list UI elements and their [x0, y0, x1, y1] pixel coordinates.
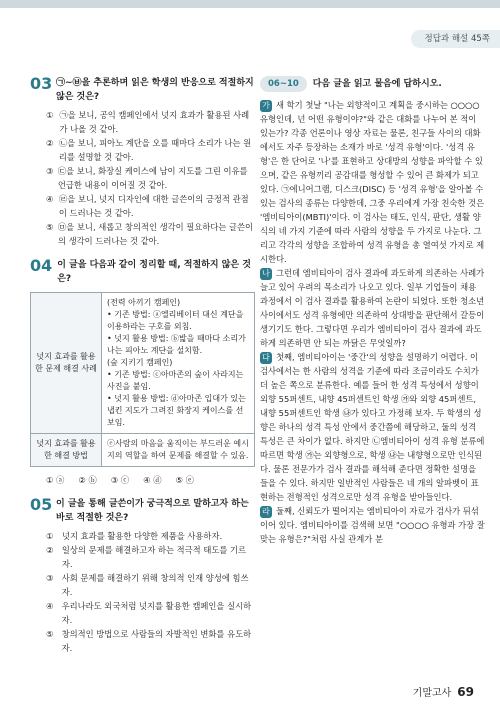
option-text: 사회 문제를 해결하기 위해 창의적 인재 양성에 힘쓰자. — [61, 573, 249, 597]
paragraph-badge: 가 — [260, 100, 272, 112]
option-number: ③ — [46, 573, 54, 583]
option-number: ④ — [46, 194, 54, 204]
table-line: (전력 아끼기 캠페인) — [107, 298, 181, 307]
option-item[interactable] — [46, 571, 255, 599]
option-item[interactable] — [46, 220, 255, 248]
question-05 — [30, 497, 255, 655]
row-header: 넛지 효과를 활용한 해결 방법 — [31, 434, 102, 466]
option-text: ㉡을 보니, 피아노 계단을 오를 때마다 소리가 나는 원리를 설명할 것 같아. — [58, 138, 252, 162]
option-text: 창의적인 방법으로 사람들의 자발적인 변화를 유도하자. — [61, 629, 252, 653]
page-footer — [413, 684, 474, 699]
choice-item[interactable]: ④ ⓓ — [143, 475, 162, 485]
choice-item[interactable]: ③ ⓒ — [110, 475, 130, 485]
question-number: 04 — [30, 256, 53, 275]
option-item[interactable] — [46, 164, 255, 192]
left-column — [30, 76, 255, 665]
option-number: ① — [46, 531, 54, 541]
passage-paragraph — [260, 98, 485, 266]
paragraph-badge: 나 — [260, 268, 272, 280]
row-content — [102, 293, 254, 433]
option-item[interactable] — [46, 108, 255, 136]
answer-reference-tab: 정답과 해설 45쪽 — [411, 30, 500, 48]
right-column — [260, 76, 485, 546]
option-text: ㉤을 보니, 새롭고 창의적인 생각이 필요하다는 글쓴이의 생각이 드러나는 것 같아. — [57, 222, 254, 246]
passage-paragraph — [260, 350, 485, 504]
choice-item[interactable]: ② ⓑ — [78, 475, 97, 485]
table-line: • 넛지 활용 방법: ⓓ아마존 입대가 있는 냅킨 지도가 그려진 화장지 케이스를 선보임. — [107, 394, 246, 427]
question-text: ㉠~㉥을 추론하며 읽은 학생의 반응으로 적절하지 않은 것은? — [56, 78, 254, 102]
option-text: ㉣을 보니, 넛지 디자인에 대한 글쓴이의 긍정적 관점이 드러나는 것 같아. — [58, 194, 249, 218]
option-text: 넛지 효과를 활용한 다양한 제품을 사용하자. — [62, 531, 223, 541]
option-number: ④ — [46, 601, 54, 611]
footer-label: 기말고사 — [412, 688, 452, 699]
option-number: ① — [46, 110, 54, 120]
option-number: ⑤ — [46, 222, 54, 232]
paragraph-text: 그런데 엠비티아이 검사 결과에 과도하게 의존하는 사례가 늘고 있어 우려의 목소리가 나오고 있다. 일부 기업들이 채용 과정에서 이 검사 결과를 활용하여 논란이 되었다. 또한 청소년 사이에서도 성격 유형에만 의존하여 상대방을 판단해서 갈등이 생기기도 한다. 그렇다면 우리가 엠비티아이 검사 결과에 과도하게 의존하면 안 되는 까닭은 무엇일까? — [260, 268, 485, 348]
question-03 — [30, 76, 255, 248]
table-row — [31, 293, 254, 434]
option-number: ③ — [46, 166, 54, 176]
option-item[interactable] — [46, 599, 255, 627]
option-item[interactable] — [46, 529, 255, 543]
option-number: ② — [46, 545, 54, 555]
table-row — [31, 434, 254, 466]
option-text: 우리나라도 외국처럼 넛지를 활용한 캠페인을 실시하자. — [61, 601, 252, 625]
section-range-tag: 06~10 — [260, 76, 307, 92]
choice-list — [46, 473, 255, 487]
summary-table — [30, 292, 255, 467]
option-list — [46, 529, 255, 655]
page-number: 69 — [457, 685, 474, 699]
option-text: 일상의 문제를 해결하고자 하는 적극적 태도를 기르자. — [61, 545, 247, 569]
option-text: ㉠을 보니, 공익 캠페인에서 넛지 효과가 활용된 사례가 나올 것 같아. — [59, 110, 250, 134]
section-title: 다음 글을 읽고 물음에 답하시오. — [312, 79, 442, 89]
table-line: • 넛지 활용 방법: ⓑ밟을 때마다 소리가 나는 피아노 계단을 설치함. — [107, 334, 246, 355]
passage-paragraph — [260, 504, 485, 546]
section-header — [260, 76, 485, 92]
paragraph-text: 둘째, 신뢰도가 떨어지는 엠비티아이 자료가 검사가 뒤섞이어 있다. 엠비티아이를 검색해 보면 "○○○○ 유형과 가장 잘 맞는 유형은?"처럼 사실 관계가 분 — [260, 506, 485, 544]
option-number: ② — [46, 138, 54, 148]
choice-item[interactable]: ⑤ ⓔ — [175, 475, 194, 485]
question-text: 이 글을 통해 글쓴이가 궁극적으로 말하고자 하는 바로 적절한 것은? — [56, 499, 249, 523]
passage-paragraph — [260, 266, 485, 350]
option-item[interactable] — [46, 192, 255, 220]
question-number: 05 — [30, 495, 53, 514]
table-line: • 기존 방법: ⓐ엘리베이터 대신 계단을 이용하라는 구호를 외침. — [107, 310, 244, 331]
choice-item[interactable]: ① ⓐ — [46, 475, 65, 485]
option-item[interactable] — [46, 543, 255, 571]
row-header: 넛지 효과를 활용한 문제 해결 사례 — [31, 293, 102, 433]
option-list — [46, 108, 255, 248]
table-line: • 기존 방법: ⓒ아마존의 숲이 사라지는 사진을 붙임. — [107, 370, 244, 391]
option-item[interactable] — [46, 627, 255, 655]
option-item[interactable] — [46, 136, 255, 164]
table-line: (숲 지키기 캠페인) — [107, 358, 173, 367]
paragraph-badge: 라 — [260, 506, 272, 518]
paragraph-text: 첫째, 엠비티아이는 '중간'의 성향을 설명하기 어렵다. 이 검사에서는 한 사람의 성격을 기준에 따라 조금이라도 수치가 더 높은 쪽으로 분류한다. 예를 들어 한 성격 특성에서 성향이 외향 55퍼센트, 내향 45퍼센트인 학생 ㉮와 외향 45퍼센트, 내향 55퍼센트인 학생 ㉯가 있다고 가정해 보자. 두 학생의 성향은 하나의 성격 특성 안에서 중간쯤에 해당하고, 둘의 성격 특성은 큰 차이가 없다. 하지만 ㉡엠비티아이 성격 유형 분류에 따르면 학생 ㉮는 외향형으로, 학생 ㉯는 내향형으로만 인식된다. 물론 전문가가 검사 결과를 해석해 준다면 정확한 설명을 들을 수 있다. 하지만 일반적인 사람들은 네 개의 알파벳이 표현하는 전형적인 성격으로만 성격 유형을 받아들인다. — [260, 352, 485, 502]
row-content: ⓔ사람의 마음을 움직이는 부드러운 예시지의 역할을 하여 문제를 해결할 수 있음. — [107, 439, 249, 460]
question-number: 03 — [30, 74, 53, 93]
top-strip — [0, 0, 500, 8]
question-04 — [30, 258, 255, 487]
paragraph-badge: 다 — [260, 352, 272, 364]
option-number: ⑤ — [46, 629, 54, 639]
question-text: 이 글을 다음과 같이 정리할 때, 적절하지 않은 것은? — [57, 260, 251, 284]
paragraph-text: 새 학기 첫날 "나는 외향적이고 계획을 중시하는 ○○○○ 유형인데, 넌 어떤 유형이야?"와 같은 대화를 나누어 본 적이 있는가? 각종 언론이나 영상 자료는 물론, 친구들 사이의 대화에서도 자주 등장하는 소재가 바로 '성격 유형'이다. '성격 유형'은 한 단어로 '나'를 표현하고 상대방의 성향을 파악할 수 있으며, 같은 유형끼리 공감대를 형성할 수 있어 큰 화제가 되고 있다. ㉠에니어그램, 디스크(DISC) 등 '성격 유형'을 알아볼 수 있는 검사의 종류는 다양한데, 그중 우리에게 가장 친숙한 것은 '엠비티아이(MBTI)'이다. 이 검사는 태도, 인식, 판단, 생활 양식의 네 가지 기준에 따라 사람의 성향을 두 가지로 나눈다. 그리고 각각의 성향을 조합하여 성격 유형을 총 열여섯 가지로 제시한다. — [260, 100, 485, 264]
option-text: ㉢을 보니, 화장실 케이스에 남이 지도를 그린 이유를 언급한 내용이 이어질 것 같아. — [57, 166, 248, 190]
